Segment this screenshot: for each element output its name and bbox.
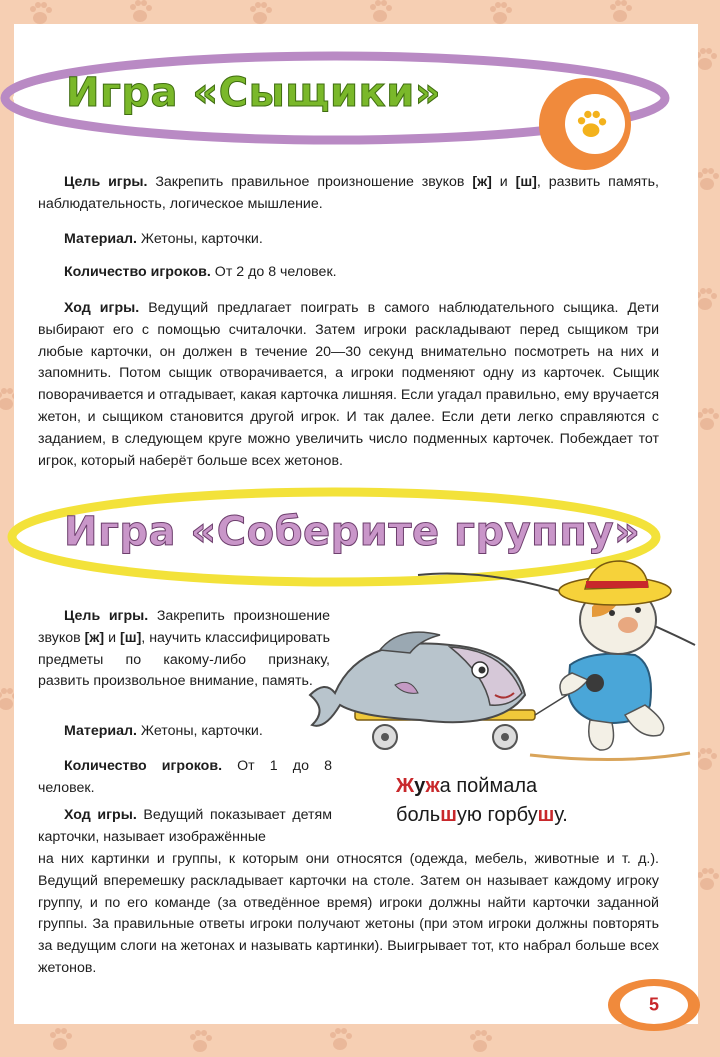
- game2-material: Материал. Жетоны, карточки.: [64, 723, 263, 739]
- game2-title: Игра «Соберите группу»: [64, 509, 641, 555]
- tongue-twister-line-2: большую горбушу.: [396, 804, 568, 826]
- game1-course: Ход игры. Ведущий предлагает поиграть в самого наблюдательного сыщика. Дети выбирают его с помощью считалочки. Затем игроки раскладывают перед сыщиком три любые карточки, он должен в течение 20—30 секунд внимательно посмотреть на них и запомнить. Потом сыщик отворачивается, а игроки подменяют одну из карточек. Сыщик поворачивается и отгадывает, какая карточка лишняя. Если угадал правильно, ему вручается жетон, и сыщиком становится другой игрок. И так далее. Если дети легко справляются с заданием, в следующем круге можно увеличить число подменных карточек. Побеждает тот игрок, который наберёт больше всех жетонов.: [38, 300, 659, 469]
- page-number: 5: [648, 994, 660, 1015]
- game2-goal: Цель игры. Закрепить произношение звуков [ж] и [ш], научить классифицировать предметы по какому-либо признаку, развить произвольное внимание, память.: [38, 608, 330, 690]
- game2-course-part1: Ход игры. Ведущий показывает детям карточки, называет изображённые: [38, 807, 332, 845]
- game1-goal: Цель игры. Закрепить правильное произношение звуков [ж] и [ш], развить память, наблюдательность, логическое мышление.: [38, 174, 659, 212]
- game2-course-part2: на них картинки и группы, к которым они относятся (одежда, мебель, животные и т. д.). Ведущий вперемешку раскладывает карточки на столе. Затем он называет каждому игроку группу, и по его команде (за отведённое время) игроки должны найти карточки заданной группы. За правильные ответы игроки получают жетоны (при этом игроки должны повторять за ведущим слоги на жетонах и называть картинки). Выигрывает тот, кто набрал больше всех жетонов.: [38, 851, 659, 976]
- cat-with-fish-illustration: [300, 555, 700, 770]
- game2-players: Количество игроков. От 1 до 8 человек.: [38, 758, 332, 796]
- tongue-twister-line-1: Жужа поймала: [396, 775, 538, 797]
- game1-players: Количество игроков. От 2 до 8 человек.: [64, 264, 337, 280]
- game1-title: Игра «Сыщики»: [66, 70, 442, 116]
- tongue-twister: [396, 772, 568, 830]
- game1-material: Материал. Жетоны, карточки.: [64, 231, 263, 247]
